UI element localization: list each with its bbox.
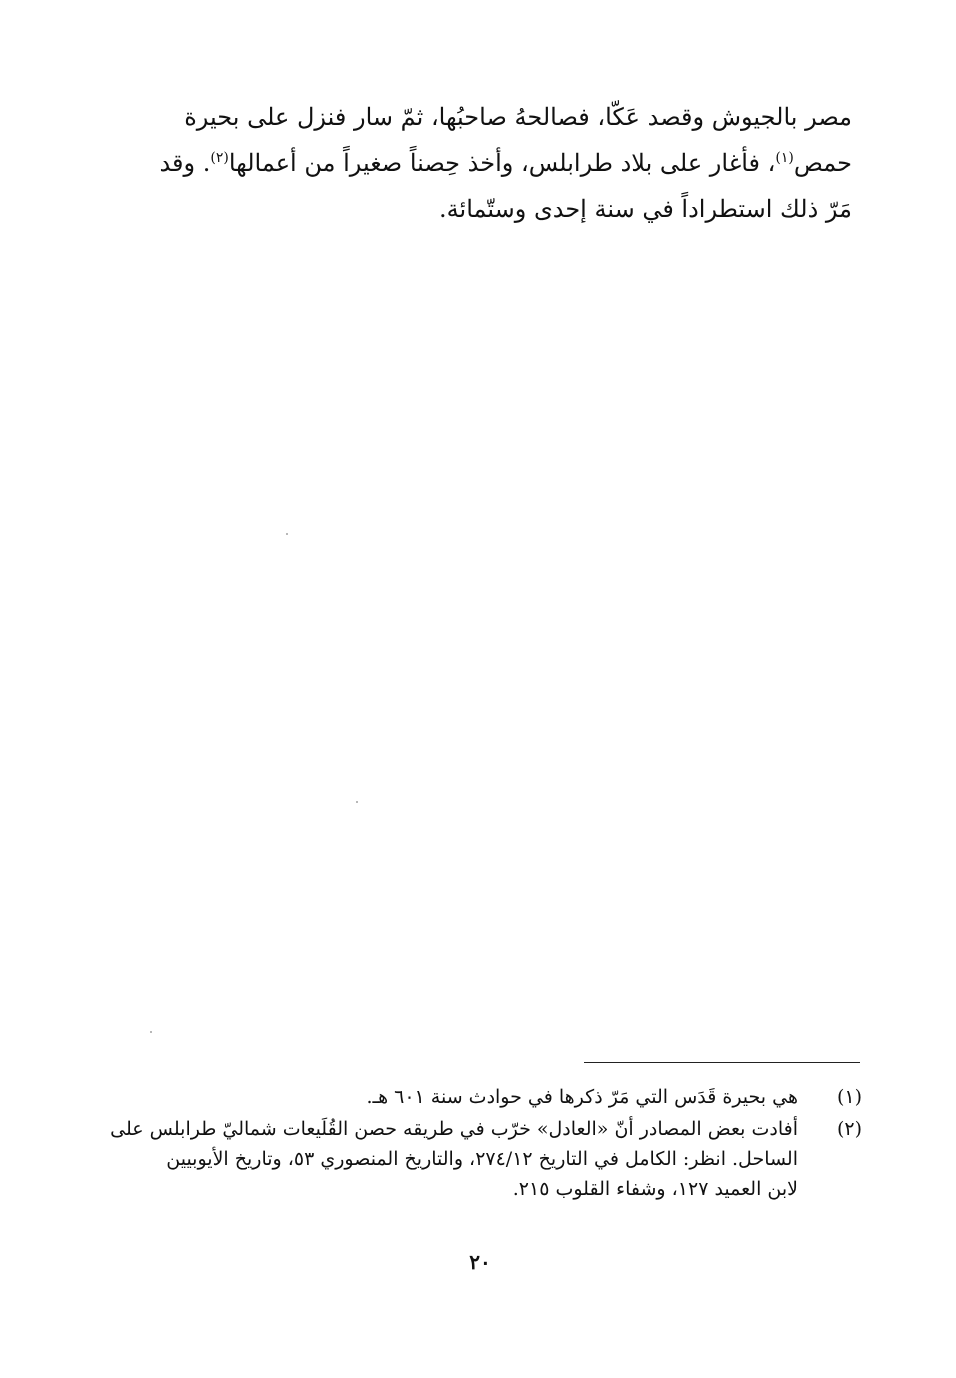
text-segment: . وقد bbox=[159, 149, 211, 177]
scan-speck bbox=[286, 533, 288, 535]
footnote-line: الساحل. انظر: الكامل في التاريخ ٢٧٤/١٢، والتاريخ المنصوري ٥٣، وتاريخ الأيوبيين bbox=[166, 1148, 798, 1170]
footnote-number: (٢) bbox=[836, 1118, 862, 1140]
scan-speck bbox=[150, 1031, 152, 1033]
footnote-separator bbox=[584, 1062, 860, 1063]
page-number: ٢٠ bbox=[469, 1250, 491, 1274]
footnote-reference-2: (٢) bbox=[210, 150, 229, 166]
text-segment: حمص bbox=[793, 149, 852, 177]
footnote-1 bbox=[134, 1082, 862, 1112]
main-text-line-3: مَرّ ذلك استطراداً في سنة إحدى وستّمائة. bbox=[439, 195, 852, 223]
footnote-reference-1: (١) bbox=[775, 150, 794, 166]
scan-speck bbox=[356, 801, 358, 803]
footnote-2 bbox=[110, 1114, 862, 1204]
main-text-line-2 bbox=[128, 140, 852, 186]
main-text bbox=[128, 94, 852, 232]
text-segment: ، فأغار على بلاد طرابلس، وأخذ حِصناً صغيراً من أعمالها bbox=[228, 149, 776, 177]
footnote-line: أفادت بعض المصادر أنّ «العادل» خرّب في طريقه حصن القُلَيعات شماليّ طرابلس على bbox=[110, 1118, 798, 1140]
footnote-line: هي بحيرة قَدَس التي مَرّ ذكرها في حوادث سنة ٦٠١ هـ. bbox=[366, 1086, 798, 1108]
footnotes-section bbox=[110, 1082, 862, 1206]
footnote-number: (١) bbox=[836, 1086, 862, 1108]
main-text-line-1: مصر بالجيوش وقصد عَكّا، فصالحهُ صاحبُها، ثمّ سار فنزل على بحيرة bbox=[184, 103, 852, 131]
footnote-line: لابن العميد ١٢٧، وشفاء القلوب ٢١٥. bbox=[512, 1178, 798, 1200]
